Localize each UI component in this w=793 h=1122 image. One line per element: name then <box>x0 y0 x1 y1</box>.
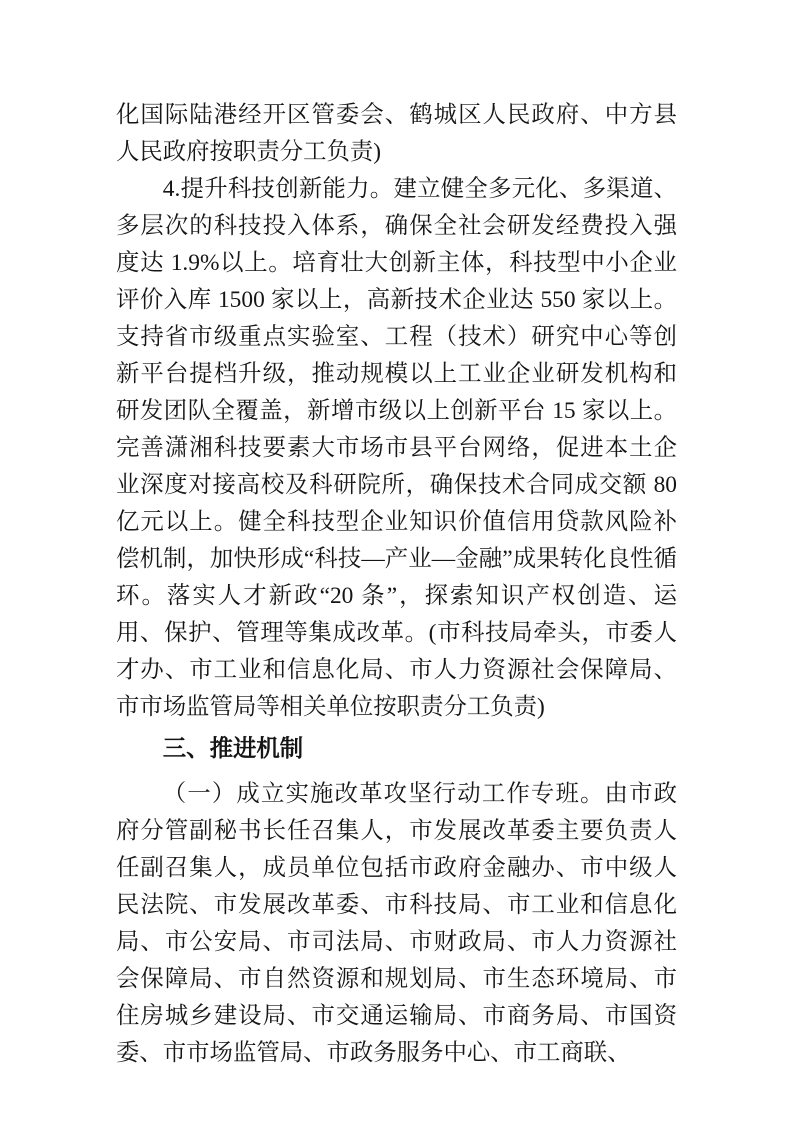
section-heading-promotion-mechanism: 三、推进机制 <box>162 736 304 762</box>
paragraph-continuation: 化国际陆港经开区管委会、鹤城区人民政府、中方县人民政府按职责分工负责) <box>116 102 677 165</box>
paragraph-work-group: （一）成立实施改革攻坚行动工作专班。由市政府分管副秘书长任召集人，市发展改革委主要负责人任副召集人，成员单位包括市政府金融办、市中级人民法院、市发展改革委、市科技局、市工业和信息化局、市公安局、市司法局、市财政局、市人力资源社会保障局、市自然资源和规划局、市生态环境局、市住房城乡建设局、市交通运输局、市商务局、市国资委、市市场监管局、市政务服务中心、市工商联、 <box>116 781 677 1066</box>
paragraph-item-4-tech-innovation: 4.提升科技创新能力。建立健全多元化、多渠道、多层次的科技投入体系，确保全社会研发经费投入强度达 1.9%以上。培育壮大创新主体，科技型中小企业评价入库 1500 家以上，高新技术企业达 550 家以上。支持省市级重点实验室、工程（技术）研究中心等创新平台提档升级，推动规模以上工业企业研发机构和研发团队全覆盖，新增市级以上创新平台 15 家以上。完善潇湘科技要素大市场市县平台网络，促进本土企业深度对接高校及科研院所，确保技术合同成交额 80 亿元以上。健全科技型企业知识价值信用贷款风险补偿机制，加快形成“科技—产业—金融”成果转化良性循环。落实人才新政“20 条”，探索知识产权创造、运用、保护、管理等集成改革。(市科技局牵头，市委人才办、市工业和信息化局、市人力资源社会保障局、市市场监管局等相关单位按职责分工负责) <box>116 176 677 720</box>
